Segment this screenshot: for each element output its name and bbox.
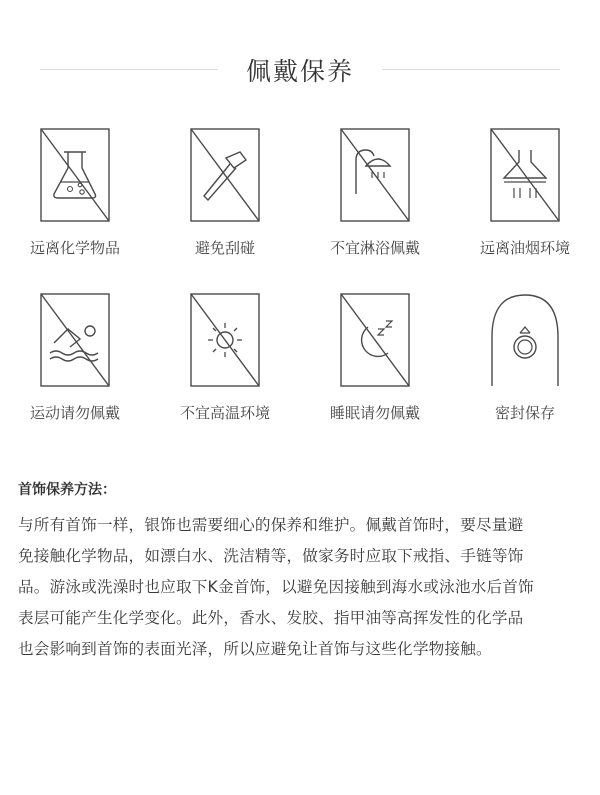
care-item-label: 运动请勿佩戴 [29, 404, 120, 422]
hammer-icon [190, 128, 260, 222]
care-item-label: 不宜淋浴佩戴 [329, 239, 420, 257]
sun-icon [190, 293, 260, 387]
care-item-label: 密封保存 [494, 404, 555, 422]
page-title: 佩戴保养 [245, 57, 354, 86]
moon-sleep-icon [340, 293, 410, 387]
care-method-line: 与所有首饰一样，银饰也需要细心的保养和维护。佩戴首饰时，要尽量避 [18, 516, 524, 534]
title-divider-right [382, 69, 560, 70]
care-method-heading: 首饰保养方法： [18, 482, 116, 498]
section-header [0, 48, 600, 88]
care-method-line: 免接触化学物品，如漂白水、洗洁精等，做家务时应取下戒指、手链等饰 [18, 547, 524, 565]
care-item-label: 远离油烟环境 [479, 239, 570, 257]
care-method-line: 也会影响到首饰的表面光泽，所以应避免让首饰与这些化学物接触。 [18, 640, 492, 658]
sealed-ring-icon [490, 293, 560, 387]
range-hood-icon [490, 128, 560, 222]
care-item-label: 避免刮碰 [194, 239, 255, 257]
care-method-line: 品。游泳或洗澡时也应取下K金首饰，以避免因接触到海水或泳池水后首饰 [18, 578, 534, 596]
care-method-body [18, 510, 584, 665]
swimmer-icon [40, 293, 110, 387]
care-item-label: 不宜高温环境 [179, 404, 270, 422]
flask-icon [40, 128, 110, 222]
care-method-line: 表层可能产生化学变化。此外，香水、发胶、指甲油等高挥发性的化学品 [18, 609, 524, 627]
care-item-label: 睡眠请勿佩戴 [329, 404, 420, 422]
care-item-label: 远离化学物品 [29, 239, 120, 257]
shower-icon [340, 128, 410, 222]
